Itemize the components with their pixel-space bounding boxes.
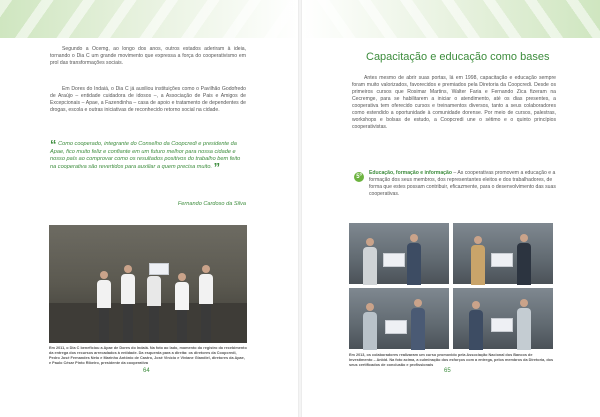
page-number: 65 (444, 368, 451, 374)
apae-donation-photo (49, 225, 247, 343)
right-photo-caption: Em 2013, os colaboradores realizaram um curso promovido pela Associação Nacional dos Bancos de Investimento – Anbid. Na foto acima, a culminação dos esforços com a entrega, pelos membros da Diretoria, dos seus certificados de conclusão e profissionais (349, 353, 554, 367)
open-quote-icon: “ (50, 137, 57, 152)
person-figure (407, 234, 421, 284)
person-figure (517, 299, 531, 349)
certificate-photo (453, 223, 553, 284)
person-figure (363, 238, 377, 284)
person-figure (121, 265, 135, 343)
person-figure (363, 303, 377, 349)
certificate (383, 253, 405, 267)
page-number: 64 (143, 368, 150, 374)
certificate (491, 318, 513, 332)
person-figure (469, 301, 483, 349)
right-page (302, 0, 600, 417)
close-quote-icon: ” (213, 159, 221, 175)
pull-quote (50, 137, 246, 175)
left-paragraph-1: Segundo a Ocemg, ao longo dos anos, outros estados aderiram à ideia, tornando o Dia C um grande movimento que expressa a força do cooperativismo em prol das transformações sociais. (50, 46, 246, 66)
person-figure (517, 234, 531, 284)
person-figure (411, 299, 425, 349)
person-figure (471, 236, 485, 284)
principle-number-icon: 5º (354, 172, 364, 182)
section-title: Capacitação e educação como bases (366, 51, 550, 63)
left-photo-caption: Em 2011, o Dia C beneficiou a Apae de Dores do Indaiá. Na foto ao lado, momento do registro do recebimento da entrega dos recursos arrecadados à entidade. Da esquerda para a direita: os diretores da Coopcredi, Pedro José Fernandes Neto e Marinho Antônio de Castro, José Vinício e Viviane Glandiel, diretores da Apae, e Paulo César Pinto Ribeiro, presidente da cooperativa (49, 346, 247, 365)
quote-author: Fernando Cardoso da Silva (177, 201, 246, 207)
decorative-header-band (0, 0, 298, 38)
decorative-header-band (302, 0, 600, 38)
callout-body: – As cooperativas promovem a educação e a formação dos seus membros, dos representantes eleitos e dos trabalhadores, de forma que estes possam contribuir, eficazmente, para o desenvolvimento das suas cooperativas. (369, 170, 556, 197)
left-page (0, 0, 298, 417)
certificate-photo-grid (349, 223, 554, 350)
certificate (149, 263, 169, 275)
certificate-photo (453, 288, 553, 349)
person-figure (199, 265, 213, 343)
person-figure (97, 271, 111, 343)
person-figure (147, 267, 161, 343)
callout-text (369, 170, 557, 198)
right-paragraph-1: Antes mesmo de abrir suas portas, lá em 1998, capacitação e educação sempre foram muito valorizados, favorecidos e premiados pela Diretoria da Coopcredi. Desde os primeiros cursos que Rosimar Martins, Walter Faria e Fernando Zica fizeram na Cecremge, para se habilitarem a iniciar o atendimento, até os dias presentes, a cooperativa tem oferecido cursos e treinamentos diversos, tanto a seus colaboradores como estendido a oportunidade à comunidade dorense. Por meio de cursos, palestras, workshops e bolsas de estudo, a Coopcredi une o sétimo e o quinto princípios cooperativistas. (352, 75, 556, 130)
certificate (385, 320, 407, 334)
left-paragraph-2: Em Dores do Indaiá, o Dia C já auxiliou instituições como o Pavilhão Godofredo de Araújo – entidade cuidadora de idosos –, a Associação de Pais e Amigos de Excepcionais – Apae, a Fazendinha – casa de apoio e tratamento de dependentes de drogas, escola e outras iniciativas de reconhecido retorno social na cidade. (50, 86, 246, 113)
certificate (491, 253, 513, 267)
pull-quote-text: Como cooperado, integrante do Conselho da Coopcredi e presidente da Apae, fico muito feliz e confiante em um futuro melhor para nossa cidade e nosso país ao comprovar como os resultados positivos do trabalho bem feito na cooperativa são revertidos para auxiliar a quem precisa muito. (50, 141, 241, 170)
certificate-photo (349, 223, 449, 284)
certificate-photo (349, 288, 449, 349)
callout-heading: Educação, formação e informação (369, 170, 452, 176)
person-figure (175, 273, 189, 343)
